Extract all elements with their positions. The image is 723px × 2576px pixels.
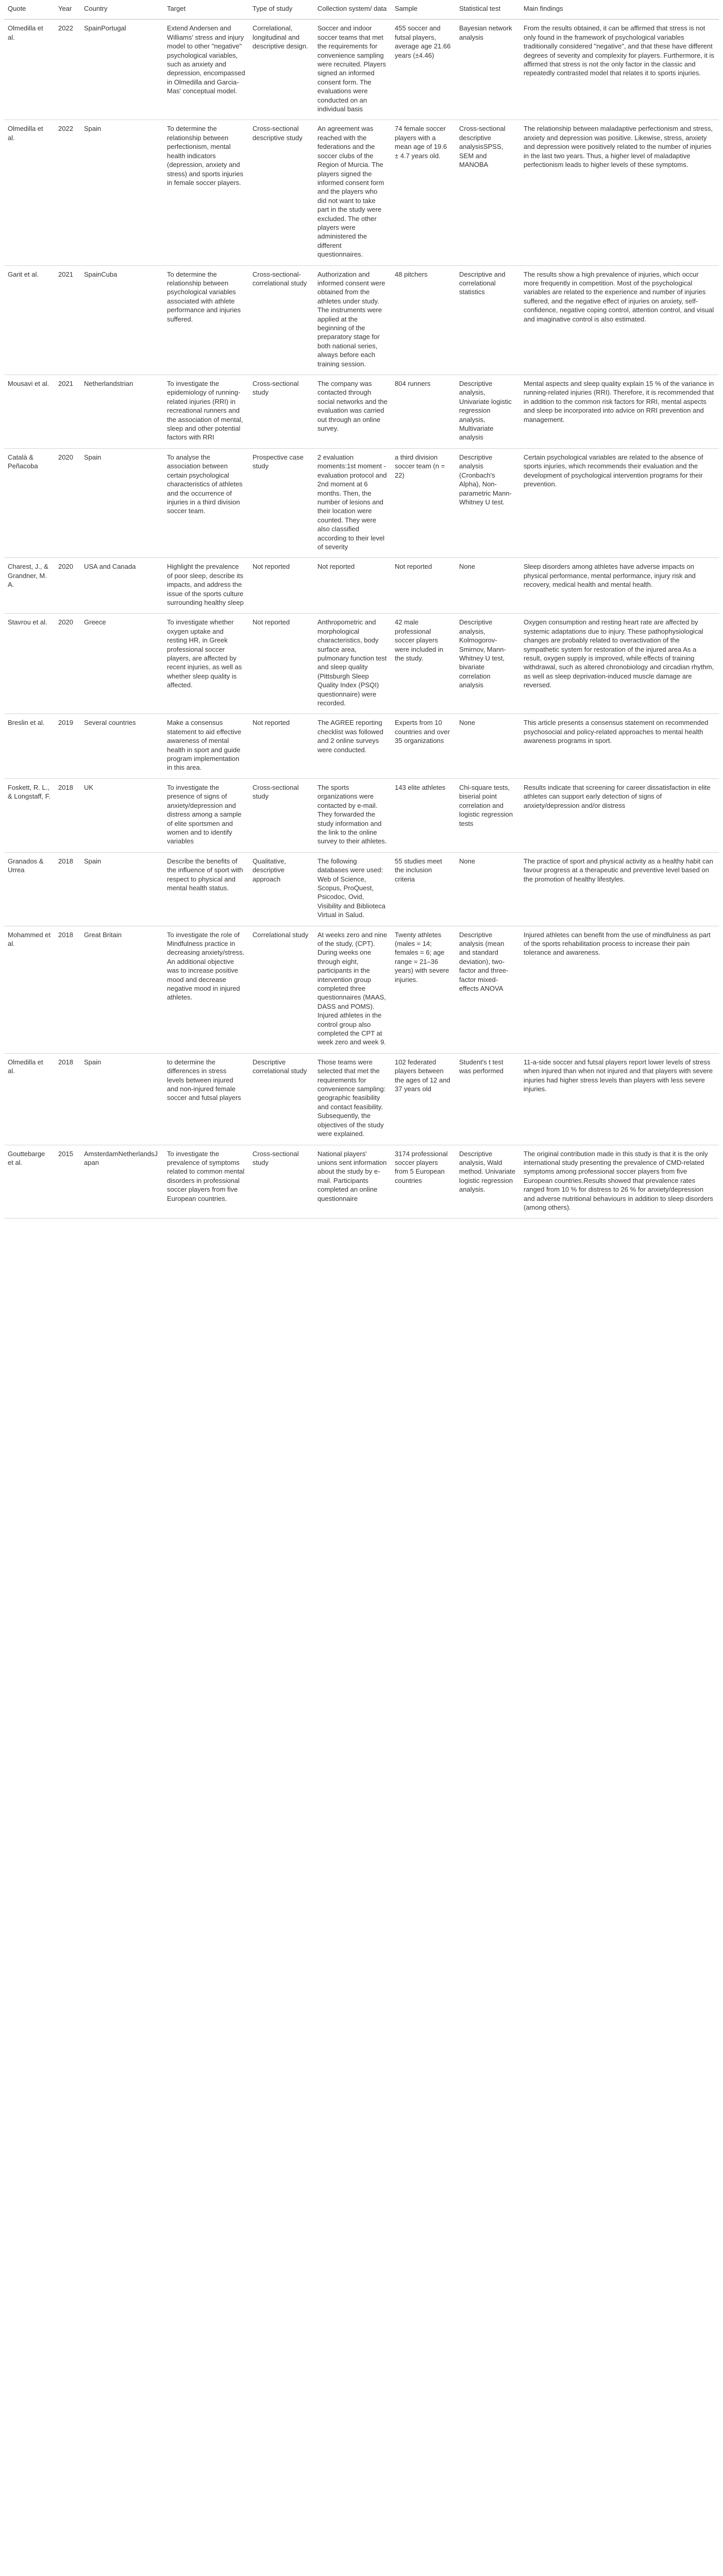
table-row: [4, 1145, 719, 1218]
cell-collection-system: An agreement was reached with the federations and the soccer clubs of the Region of Murcia. The players signed the informed consent form and the players who did not want to take part in the study were excluded. The other players were administered the different questionnaires.: [314, 120, 391, 265]
cell-collection-system: National players' unions sent information about the study by e-mail. Participants completed an online questionnaire: [314, 1145, 391, 1218]
cell-country: Several countries: [80, 714, 163, 778]
cell-country: SpainCuba: [80, 265, 163, 375]
cell-quote: Stavrou et al.: [4, 614, 55, 714]
cell-sample: Not reported: [391, 558, 456, 614]
cell-quote: Olmedilla et al.: [4, 20, 55, 120]
cell-statistical-test: Bayesian network analysis: [456, 20, 520, 120]
cell-year: 2015: [55, 1145, 80, 1218]
cell-sample: 48 pitchers: [391, 265, 456, 375]
cell-sample: 102 federated players between the ages of 12 and 37 years old: [391, 1053, 456, 1145]
cell-year: 2018: [55, 852, 80, 926]
cell-target: To investigate the prevalence of symptoms related to common mental disorders in professional soccer players from five European countries.: [163, 1145, 249, 1218]
cell-collection-system: Not reported: [314, 558, 391, 614]
header-sample: Sample: [391, 0, 456, 20]
header-year: Year: [55, 0, 80, 20]
table-row: [4, 120, 719, 265]
cell-target: To determine the relationship between psychological variables associated with athlete performance and injuries suffered.: [163, 265, 249, 375]
cell-statistical-test: Descriptive analysis, Wald method. Univariate logistic regression analysis.: [456, 1145, 520, 1218]
cell-country: Spain: [80, 448, 163, 557]
cell-main-findings: From the results obtained, it can be affirmed that stress is not only found in the framework of psychological variables traditionally considered "negative", and that these have different degrees of severity and complexity for players. Furthermore, it is affirmed that stress is not the only factor in the classic and repeatedly contrasted model that relates it to sports injuries.: [520, 20, 719, 120]
table-row: [4, 778, 719, 852]
cell-statistical-test: Chi-square tests, biserial point correlation and logistic regression tests: [456, 778, 520, 852]
cell-type-of-study: Descriptive correlational study: [249, 1053, 314, 1145]
cell-country: Spain: [80, 120, 163, 265]
cell-main-findings: Sleep disorders among athletes have adverse impacts on physical performance, mental performance, injury risk and recovery, medical health and mental health.: [520, 558, 719, 614]
cell-target: To investigate whether oxygen uptake and resting HR, in Greek professional soccer players, are affected by recent injuries, as well as whether sleep quality is affected.: [163, 614, 249, 714]
cell-country: SpainPortugal: [80, 20, 163, 120]
cell-type-of-study: Not reported: [249, 614, 314, 714]
cell-statistical-test: Descriptive and correlational statistics: [456, 265, 520, 375]
table-row: [4, 1053, 719, 1145]
cell-statistical-test: Descriptive analysis (mean and standard deviation), two-factor and three-factor mixed-effects ANOVA: [456, 926, 520, 1053]
header-main-findings: Main findings: [520, 0, 719, 20]
cell-main-findings: This article presents a consensus statement on recommended psychosocial and policy-related approaches to mental health awareness programs in sport.: [520, 714, 719, 778]
cell-main-findings: Certain psychological variables are related to the absence of sports injuries, which recommends their evaluation and the development of psychological intervention programs for their prevention.: [520, 448, 719, 557]
cell-sample: 3174 professional soccer players from 5 European countries: [391, 1145, 456, 1218]
cell-type-of-study: Not reported: [249, 714, 314, 778]
studies-table: [4, 0, 719, 1218]
cell-sample: 42 male professional soccer players were included in the study.: [391, 614, 456, 714]
cell-sample: 143 elite athletes: [391, 778, 456, 852]
cell-country: UK: [80, 778, 163, 852]
cell-statistical-test: Cross-sectional descriptive analysisSPSS, SEM and MANOBA: [456, 120, 520, 265]
cell-target: To investigate the role of Mindfulness practice in decreasing anxiety/stress. An additional objective was to increase positive mood and decrease negative mood in injured athletes.: [163, 926, 249, 1053]
cell-year: 2020: [55, 558, 80, 614]
cell-quote: Foskett, R. L., & Longstaff, F.: [4, 778, 55, 852]
cell-quote: Garit et al.: [4, 265, 55, 375]
table-body: [4, 20, 719, 1218]
table-row: [4, 558, 719, 614]
cell-main-findings: Oxygen consumption and resting heart rate are affected by systemic adaptations due to injury. These pathophysiological changes are probably related to overactivation of the sympathetic system for restoration of the injured area As a result, oxygen supply is improved, while effects of training withdrawal, such as altered chronobiology and circadian rhythm, as well as sleep deprivation-induced muscle damage are reversed.: [520, 614, 719, 714]
cell-sample: Experts from 10 countries and over 35 organizations: [391, 714, 456, 778]
header-type-of-study: Type of study: [249, 0, 314, 20]
cell-target: Highlight the prevalence of poor sleep, describe its impacts, and address the issue of the sports culture surrounding healthy sleep: [163, 558, 249, 614]
table-row: [4, 20, 719, 120]
cell-year: 2020: [55, 448, 80, 557]
cell-country: Netherlandstrian: [80, 375, 163, 449]
cell-year: 2019: [55, 714, 80, 778]
cell-year: 2018: [55, 926, 80, 1053]
cell-collection-system: Authorization and informed consent were obtained from the athletes under study. The instruments were applied at the beginning of the preparatory stage for both national series, always before each training session.: [314, 265, 391, 375]
cell-type-of-study: Cross-sectional descriptive study: [249, 120, 314, 265]
cell-collection-system: 2 evaluation moments:1st moment - evaluation protocol and 2nd moment at 6 months. Then, the number of lesions and their location were counted. They were also classified according to their level of severity: [314, 448, 391, 557]
cell-country: USA and Canada: [80, 558, 163, 614]
cell-target: Describe the benefits of the influence of sport with respect to physical and mental health status.: [163, 852, 249, 926]
cell-collection-system: Those teams were selected that met the requirements for convenience sampling: geographic feasibility and contact feasibility. Subsequently, the objectives of the study were explained.: [314, 1053, 391, 1145]
cell-collection-system: The company was contacted through social networks and the evaluation was carried out through an online survey.: [314, 375, 391, 449]
cell-country: Spain: [80, 852, 163, 926]
header-collection-system: Collection system/ data: [314, 0, 391, 20]
cell-year: 2022: [55, 20, 80, 120]
cell-type-of-study: Cross-sectional study: [249, 1145, 314, 1218]
cell-collection-system: Anthropometric and morphological characteristics, body surface area, pulmonary function test and sleep quality (Pittsburgh Sleep Quality Index (PSQI) questionnaire) were recorded.: [314, 614, 391, 714]
cell-type-of-study: Cross-sectional study: [249, 778, 314, 852]
cell-year: 2021: [55, 375, 80, 449]
cell-collection-system: Soccer and indoor soccer teams that met the requirements for convenience sampling were recruited. Players signed an informed consent form. The evaluations were conducted on an individual basis: [314, 20, 391, 120]
cell-type-of-study: Cross-sectional-correlational study: [249, 265, 314, 375]
cell-collection-system: The following databases were used: Web of Science, Scopus, ProQuest, Psicodoc, Ovid, Visibility and Biblioteca Virtual in Salud.: [314, 852, 391, 926]
cell-year: 2020: [55, 614, 80, 714]
cell-country: Great Britain: [80, 926, 163, 1053]
table-row: [4, 852, 719, 926]
header-statistical-test: Statistical test: [456, 0, 520, 20]
cell-type-of-study: Cross-sectional study: [249, 375, 314, 449]
cell-sample: 455 soccer and futsal players, average age 21.66 years (±4.46): [391, 20, 456, 120]
cell-type-of-study: Not reported: [249, 558, 314, 614]
cell-statistical-test: None: [456, 714, 520, 778]
cell-quote: Català & Peñacoba: [4, 448, 55, 557]
cell-year: 2021: [55, 265, 80, 375]
cell-statistical-test: None: [456, 852, 520, 926]
header-target: Target: [163, 0, 249, 20]
cell-main-findings: Results indicate that screening for career dissatisfaction in elite athletes can support early detection of signs of anxiety/depression and/or distress: [520, 778, 719, 852]
cell-quote: Granados & Urrea: [4, 852, 55, 926]
cell-quote: Gouttebarge et al.: [4, 1145, 55, 1218]
table-header-row: [4, 0, 719, 20]
cell-collection-system: At weeks zero and nine of the study, (CPT). During weeks one through eight, participants in the intervention group completed three questionnaires (MAAS, DASS and POMS). Injured athletes in the control group also completed the CPT at week zero and week 9.: [314, 926, 391, 1053]
cell-main-findings: The relationship between maladaptive perfectionism and stress, anxiety and depression was positive. Likewise, stress, anxiety and depression were positively related to the number of injuries in the last two years. Thus, a higher level of maladaptive perfectionism leads to higher levels of these symptoms.: [520, 120, 719, 265]
cell-quote: Mousavi et al.: [4, 375, 55, 449]
cell-main-findings: The practice of sport and physical activity as a healthy habit can favour progress at a therapeutic and preventive level based on the promotion of healthy lifestyles.: [520, 852, 719, 926]
cell-main-findings: 11-a-side soccer and futsal players report lower levels of stress when injured than when not injured and that players with severe injuries had higher stress levels than players with less severe injuries.: [520, 1053, 719, 1145]
studies-table-container: [0, 0, 723, 1218]
cell-country: Spain: [80, 1053, 163, 1145]
cell-statistical-test: Descriptive analysis, Univariate logistic regression analysis, Multivariate analysis: [456, 375, 520, 449]
cell-main-findings: The results show a high prevalence of injuries, which occur more frequently in competition. Most of the psychological variables are related to the experience and number of injuries suffered, and the negative effect of injuries on anxiety, self-confidence, negative coping control, attention control, and visual and imaginative control is also estimated.: [520, 265, 719, 375]
cell-statistical-test: Descriptive analysis (Cronbach's Alpha), Non-parametric Mann-Whitney U test.: [456, 448, 520, 557]
header-quote: Quote: [4, 0, 55, 20]
cell-target: To determine the relationship between perfectionism, mental health indicators (depression, anxiety and stress) and sports injuries in female soccer players.: [163, 120, 249, 265]
cell-sample: 804 runners: [391, 375, 456, 449]
table-row: [4, 926, 719, 1053]
cell-type-of-study: Correlational study: [249, 926, 314, 1053]
cell-target: to determine the differences in stress levels between injured and non-injured female soccer and futsal players: [163, 1053, 249, 1145]
cell-statistical-test: None: [456, 558, 520, 614]
table-row: [4, 265, 719, 375]
cell-sample: a third division soccer team (n = 22): [391, 448, 456, 557]
cell-sample: 55 studies meet the inclusion criteria: [391, 852, 456, 926]
cell-main-findings: Mental aspects and sleep quality explain 15 % of the variance in running-related injuries (RRI). Therefore, it is recommended that in addition to the common risk factors for RRI, mental aspects and sleep be incorporated into advice on RRI prevention and management.: [520, 375, 719, 449]
cell-quote: Olmedilla et al.: [4, 1053, 55, 1145]
cell-quote: Breslin et al.: [4, 714, 55, 778]
cell-target: To analyse the association between certain psychological characteristics of athletes and the occurrence of injuries in a third division soccer team.: [163, 448, 249, 557]
cell-year: 2018: [55, 778, 80, 852]
cell-country: Greece: [80, 614, 163, 714]
cell-year: 2018: [55, 1053, 80, 1145]
table-row: [4, 448, 719, 557]
cell-year: 2022: [55, 120, 80, 265]
cell-main-findings: The original contribution made in this study is that it is the only international study presenting the prevalence of CMD-related symptoms among professional soccer players from five European countries.Results showed that prevalence rates ranged from 10 % for distress to 26 % for anxiety/depression and adverse nutritional behaviours in addition to sleep disorders (among others).: [520, 1145, 719, 1218]
cell-type-of-study: Correlational, longitudinal and descriptive design.: [249, 20, 314, 120]
cell-main-findings: Injured athletes can benefit from the use of mindfulness as part of the sports rehabilitation process to increase their pain tolerance and awareness.: [520, 926, 719, 1053]
cell-target: To investigate the epidemiology of running-related injuries (RRI) in recreational runners and the association of mental, sleep and other potential factors with RRI: [163, 375, 249, 449]
table-row: [4, 614, 719, 714]
cell-target: To investigate the presence of signs of anxiety/depression and distress among a sample of elite sportsmen and women and to identify variables: [163, 778, 249, 852]
cell-target: Extend Andersen and Williams' stress and injury model to other "negative" psychological variables, such as anxiety and depression, encompassed in Olmedilla and Garcia-Mas' conceptual model.: [163, 20, 249, 120]
cell-sample: Twenty athletes (males = 14; females = 6; age range = 21–36 years) with severe injuries.: [391, 926, 456, 1053]
cell-target: Make a consensus statement to aid effective awareness of mental health in sport and guide program implementation in this area.: [163, 714, 249, 778]
table-row: [4, 714, 719, 778]
cell-quote: Charest, J., & Grandner, M. A.: [4, 558, 55, 614]
table-row: [4, 375, 719, 449]
cell-type-of-study: Prospective case study: [249, 448, 314, 557]
cell-type-of-study: Qualitative, descriptive approach: [249, 852, 314, 926]
cell-sample: 74 female soccer players with a mean age of 19.6 ± 4.7 years old.: [391, 120, 456, 265]
cell-quote: Mohammed et al.: [4, 926, 55, 1053]
header-country: Country: [80, 0, 163, 20]
cell-statistical-test: Descriptive analysis, Kolmogorov-Smirnov, Mann-Whitney U test, bivariate correlation analysis: [456, 614, 520, 714]
cell-country: AmsterdamNetherlandsJapan: [80, 1145, 163, 1218]
cell-quote: Olmedilla et al.: [4, 120, 55, 265]
cell-collection-system: The AGREE reporting checklist was followed and 2 online surveys were conducted.: [314, 714, 391, 778]
cell-statistical-test: Student's t test was performed: [456, 1053, 520, 1145]
cell-collection-system: The sports organizations were contacted by e-mail. They forwarded the study information and the link to the online survey to their athletes.: [314, 778, 391, 852]
